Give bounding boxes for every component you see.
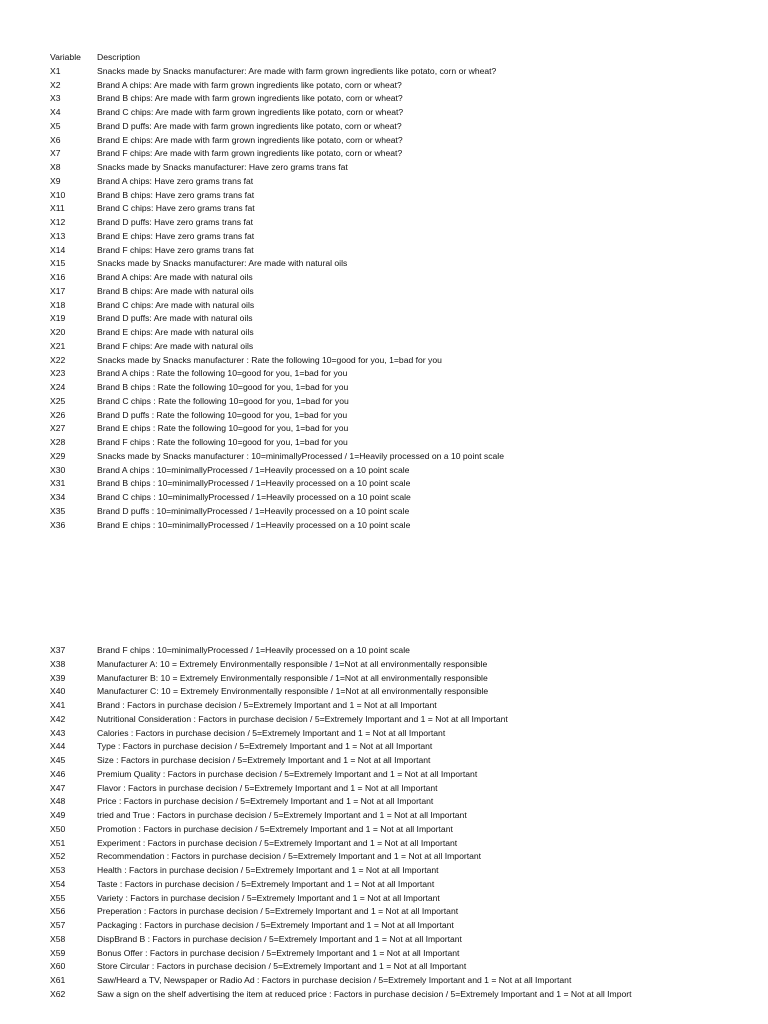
table-row: [0, 477, 768, 491]
variable-cell: X44: [50, 741, 66, 752]
table-row: [0, 491, 768, 505]
variable-cell: X62: [50, 988, 66, 999]
table-row: [0, 202, 768, 216]
description-cell: Variety : Factors in purchase decision / 5=Extremely Important and 1 = Not at all Important: [97, 892, 440, 903]
variable-cell: X29: [50, 450, 66, 461]
description-cell: Brand F chips: Are made with farm grown ingredients like potato, corn or wheat?: [97, 148, 403, 159]
table-row: [0, 672, 768, 686]
variable-cell: X37: [50, 645, 66, 655]
table-row: [0, 864, 768, 878]
table-row: [0, 244, 768, 258]
variable-cell: X34: [50, 492, 66, 502]
table-row: [0, 395, 768, 409]
table-row: [0, 134, 768, 148]
variable-cell: X35: [50, 505, 66, 516]
description-cell: Snacks made by Snacks manufacturer: Are made with natural oils: [97, 258, 348, 269]
table-row: [0, 271, 768, 285]
variable-cell: X9: [50, 175, 61, 186]
table-row: [0, 768, 768, 782]
variable-cell: X54: [50, 878, 66, 889]
table-row: [0, 947, 768, 961]
table-row: [0, 106, 768, 120]
table-row: [0, 354, 768, 368]
description-cell: Promotion : Factors in purchase decision / 5=Extremely Important and 1 = Not at all Important: [97, 823, 453, 834]
table-row: [0, 850, 768, 864]
description-cell: Brand A chips: Have zero grams trans fat: [97, 175, 254, 186]
description-cell: Packaging : Factors in purchase decision / 5=Extremely Important and 1 = Not at all Important: [97, 920, 454, 930]
table-row: [0, 120, 768, 134]
description-cell: Taste : Factors in purchase decision / 5=Extremely Important and 1 = Not at all Important: [97, 878, 435, 889]
description-cell: Store Circular : Factors in purchase decision / 5=Extremely Important and 1 = Not at all Important: [97, 961, 467, 972]
table-row: [0, 161, 768, 175]
description-cell: Manufacturer B: 10 = Extremely Environmentally responsible / 1=Not at all environmentally responsible: [97, 672, 488, 683]
table-row: [0, 960, 768, 974]
table-row: [0, 505, 768, 519]
description-cell: Brand C chips : Rate the following 10=good for you, 1=bad for you: [97, 395, 349, 406]
table-row: [0, 519, 768, 533]
description-cell: Brand E chips: Are made with farm grown ingredients like potato, corn or wheat?: [97, 134, 403, 145]
variable-cell: X46: [50, 768, 66, 779]
description-cell: Brand F chips: Are made with natural oils: [97, 340, 254, 351]
variable-cell: X14: [50, 244, 66, 255]
variable-cell: X1: [50, 65, 61, 76]
description-cell: Brand A chips: Are made with farm grown ingredients like potato, corn or wheat?: [97, 79, 402, 90]
description-cell: Flavor : Factors in purchase decision / 5=Extremely Important and 1 = Not at all Important: [97, 782, 438, 793]
variable-cell: X60: [50, 961, 66, 972]
description-cell: Brand D puffs: Have zero grams trans fat: [97, 217, 254, 227]
table-row: [0, 147, 768, 161]
table-row: [0, 216, 768, 230]
variable-cell: X24: [50, 382, 66, 392]
description-cell: tried and True : Factors in purchase decision / 5=Extremely Important and 1 = Not at all Important: [97, 810, 467, 820]
variable-cell: X38: [50, 658, 66, 669]
table-row: [0, 92, 768, 106]
header-description: Description: [97, 52, 140, 62]
description-cell: Brand F chips: Have zero grams trans fat: [97, 244, 254, 255]
variable-cell: X11: [50, 203, 65, 214]
variable-cell: X57: [50, 920, 66, 930]
variable-cell: X51: [50, 837, 66, 848]
table-row: [0, 658, 768, 672]
variable-cell: X61: [50, 975, 66, 985]
description-cell: Type : Factors in purchase decision / 5=Extremely Important and 1 = Not at all Important: [97, 741, 433, 752]
table-row: [0, 644, 768, 658]
variable-cell: X55: [50, 892, 66, 903]
variable-cell: X49: [50, 810, 66, 820]
description-cell: Brand C chips : 10=minimallyProcessed / 1=Heavily processed on a 10 point scale: [97, 492, 411, 502]
table-row: [0, 189, 768, 203]
variable-cell: X47: [50, 782, 66, 793]
description-cell: Snacks made by Snacks manufacturer: Have zero grams trans fat: [97, 162, 348, 172]
variable-cell: X8: [50, 162, 61, 172]
variable-cell: X17: [50, 285, 66, 296]
variable-cell: X27: [50, 423, 66, 434]
table-row: [0, 367, 768, 381]
variable-cell: X40: [50, 686, 66, 697]
variable-cell: X43: [50, 727, 66, 738]
table-row: [0, 175, 768, 189]
variable-cell: X58: [50, 933, 66, 944]
description-cell: Brand E chips: Are made with natural oils: [97, 327, 254, 337]
description-cell: Brand A chips : Rate the following 10=good for you, 1=bad for you: [97, 368, 348, 379]
variable-cell: X6: [50, 134, 61, 145]
variable-cell: X3: [50, 93, 61, 104]
description-cell: Manufacturer C: 10 = Extremely Environmentally responsible / 1=Not at all environmentally responsible: [97, 686, 489, 697]
variable-cell: X5: [50, 120, 61, 131]
description-cell: Brand E chips : 10=minimallyProcessed / 1=Heavily processed on a 10 point scale: [97, 519, 411, 530]
variable-cell: X23: [50, 368, 66, 379]
table-row: [0, 795, 768, 809]
variable-cell: X21: [50, 340, 66, 351]
variable-cell: X7: [50, 148, 61, 159]
description-cell: Brand E chips : Rate the following 10=good for you, 1=bad for you: [97, 423, 349, 434]
table-row: [0, 299, 768, 313]
table-row: [0, 919, 768, 933]
variable-cell: X30: [50, 464, 66, 475]
table-row: [0, 727, 768, 741]
description-cell: Brand D puffs : Rate the following 10=good for you, 1=bad for you: [97, 409, 348, 420]
table-row: [0, 381, 768, 395]
variable-cell: X39: [50, 672, 66, 683]
description-cell: Manufacturer A: 10 = Extremely Environmentally responsible / 1=Not at all environmentally responsible: [97, 658, 488, 669]
description-cell: Brand B chips: Are made with farm grown ingredients like potato, corn or wheat?: [97, 93, 403, 104]
table-row: [0, 933, 768, 947]
variable-cell: X59: [50, 947, 66, 958]
variable-cell: X20: [50, 327, 66, 337]
table-row: [0, 464, 768, 478]
description-cell: Premium Quality : Factors in purchase decision / 5=Extremely Important and 1 = Not at all Important: [97, 768, 478, 779]
description-cell: Brand B chips: Have zero grams trans fat: [97, 189, 255, 200]
description-cell: Brand F chips : 10=minimallyProcessed / 1=Heavily processed on a 10 point scale: [97, 645, 410, 655]
description-cell: Bonus Offer : Factors in purchase decision / 5=Extremely Important and 1 = Not at all Important: [97, 947, 460, 958]
description-cell: DispBrand B : Factors in purchase decision / 5=Extremely Important and 1 = Not at all Important: [97, 933, 462, 944]
table-row: [0, 285, 768, 299]
variable-cell: X18: [50, 299, 66, 310]
variable-cell: X2: [50, 79, 61, 90]
variable-cell: X48: [50, 796, 66, 807]
description-cell: Brand C chips: Are made with natural oils: [97, 299, 255, 310]
description-cell: Brand B chips : Rate the following 10=good for you, 1=bad for you: [97, 382, 349, 392]
table-row: [0, 809, 768, 823]
variable-cell: X13: [50, 230, 66, 241]
description-cell: Price : Factors in purchase decision / 5=Extremely Important and 1 = Not at all Important: [97, 796, 434, 807]
table-row: [0, 823, 768, 837]
description-cell: Snacks made by Snacks manufacturer : Rate the following 10=good for you, 1=bad for you: [97, 354, 442, 365]
variable-cell: X16: [50, 272, 66, 282]
variable-cell: X10: [50, 189, 66, 200]
table-row: [0, 699, 768, 713]
description-cell: Brand C chips: Have zero grams trans fat: [97, 203, 255, 214]
description-cell: Brand C chips: Are made with farm grown ingredients like potato, corn or wheat?: [97, 107, 404, 117]
table-row: [0, 326, 768, 340]
table-row: [0, 65, 768, 79]
description-cell: Saw a sign on the shelf advertising the item at reduced price : Factors in purchase decision / 5=Extremely Important and 1 = Not at all Import: [97, 988, 632, 999]
table-row: [0, 312, 768, 326]
table-row: [0, 79, 768, 93]
description-cell: Brand D puffs: Are made with natural oils: [97, 313, 253, 324]
description-cell: Brand A chips: Are made with natural oils: [97, 272, 253, 282]
table-row: [0, 988, 768, 1002]
description-cell: Brand : Factors in purchase decision / 5=Extremely Important and 1 = Not at all Important: [97, 700, 437, 710]
header-variable: Variable: [50, 52, 81, 62]
variable-cell: X26: [50, 409, 66, 420]
table-row: [0, 974, 768, 988]
variable-cell: X42: [50, 713, 66, 724]
description-cell: Brand D puffs: Are made with farm grown ingredients like potato, corn or wheat?: [97, 120, 402, 131]
table-row: [0, 422, 768, 436]
description-cell: Calories : Factors in purchase decision / 5=Extremely Important and 1 = Not at all Important: [97, 727, 446, 738]
description-cell: Recommendation : Factors in purchase decision / 5=Extremely Important and 1 = Not at all Important: [97, 851, 482, 862]
table-row: [0, 409, 768, 423]
description-cell: Size : Factors in purchase decision / 5=Extremely Important and 1 = Not at all Important: [97, 755, 431, 765]
variable-cell: X4: [50, 107, 61, 117]
description-cell: Preperation : Factors in purchase decision / 5=Extremely Important and 1 = Not at all Important: [97, 906, 459, 917]
variable-cell: X53: [50, 865, 66, 875]
description-cell: Experiment : Factors in purchase decision / 5=Extremely Important and 1 = Not at all Important: [97, 837, 458, 848]
variable-table-top: [0, 51, 768, 532]
description-cell: Brand B chips: Are made with natural oils: [97, 285, 254, 296]
table-row: [0, 878, 768, 892]
variable-cell: X19: [50, 313, 66, 324]
variable-cell: X41: [50, 700, 66, 710]
table-row: [0, 230, 768, 244]
variable-cell: X15: [50, 258, 66, 269]
description-cell: Health : Factors in purchase decision / 5=Extremely Important and 1 = Not at all Important: [97, 865, 439, 875]
table-row: [0, 257, 768, 271]
description-cell: Brand B chips : 10=minimallyProcessed / 1=Heavily processed on a 10 point scale: [97, 478, 411, 489]
variable-cell: X56: [50, 906, 66, 917]
description-cell: Brand A chips : 10=minimallyProcessed / 1=Heavily processed on a 10 point scale: [97, 464, 410, 475]
description-cell: Brand D puffs : 10=minimallyProcessed / 1=Heavily processed on a 10 point scale: [97, 505, 410, 516]
description-cell: Brand F chips : Rate the following 10=good for you, 1=bad for you: [97, 437, 348, 447]
variable-table-bottom: [0, 644, 768, 1002]
table-row: [0, 837, 768, 851]
variable-cell: X52: [50, 851, 66, 862]
variable-cell: X28: [50, 437, 66, 447]
table-row: [0, 740, 768, 754]
variable-cell: X22: [50, 354, 66, 365]
table-row: [0, 892, 768, 906]
variable-cell: X50: [50, 823, 66, 834]
description-cell: Nutritional Consideration : Factors in purchase decision / 5=Extremely Important and 1 = Not at all Important: [97, 713, 508, 724]
variable-cell: X36: [50, 519, 66, 530]
variable-cell: X31: [50, 478, 66, 489]
table-row: [0, 754, 768, 768]
description-cell: Saw/Heard a TV, Newspaper or Radio Ad : Factors in purchase decision / 5=Extremely Important and 1 = Not at all Important: [97, 975, 572, 985]
description-cell: Snacks made by Snacks manufacturer: Are made with farm grown ingredients like potato, corn or wheat?: [97, 65, 497, 76]
variable-cell: X12: [50, 217, 66, 227]
table-row: [0, 340, 768, 354]
description-cell: Snacks made by Snacks manufacturer : 10=minimallyProcessed / 1=Heavily processed on a 10 point scale: [97, 450, 504, 461]
variable-cell: X25: [50, 395, 66, 406]
table-row: [0, 450, 768, 464]
table-row: [0, 905, 768, 919]
table-row: [0, 685, 768, 699]
description-cell: Brand E chips: Have zero grams trans fat: [97, 230, 255, 241]
table-row: [0, 713, 768, 727]
variable-cell: X45: [50, 755, 66, 765]
table-row: [0, 782, 768, 796]
table-row: [0, 436, 768, 450]
table-header: [0, 51, 768, 65]
